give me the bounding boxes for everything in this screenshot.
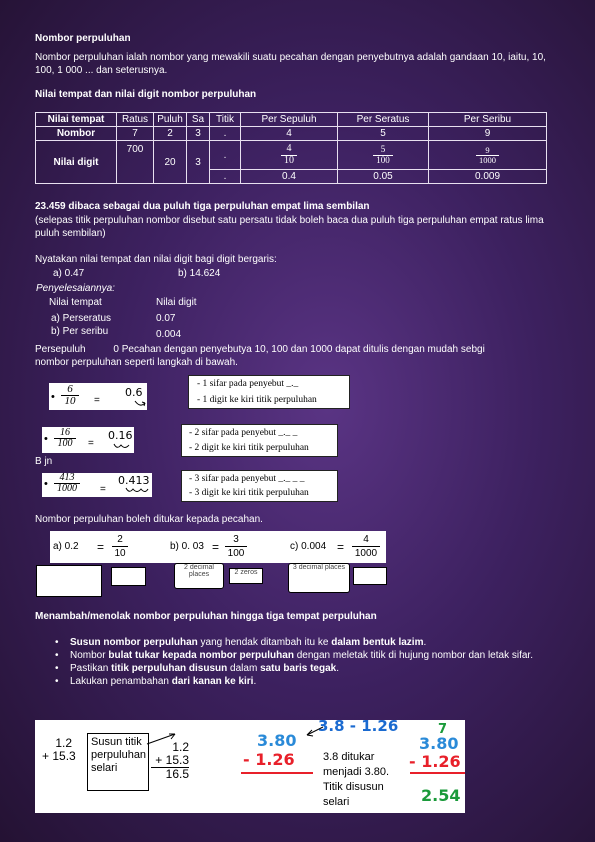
reading-heading: 23.459 dibaca sebagai dua puluh tiga perpuluhan empat lima sembilan [35, 201, 370, 212]
bold-text: dari kanan ke kiri [171, 676, 254, 687]
bullet-icon: • [44, 433, 48, 445]
sub-top: 3.80 [257, 731, 297, 750]
numerator: 4 [352, 533, 380, 547]
table-cell: 20 [154, 141, 187, 184]
sum: 16.5 [165, 767, 189, 781]
denominator: 1000 [57, 483, 77, 494]
numerator: 413 [54, 473, 80, 484]
addend: + 15.3 [42, 749, 76, 763]
equals-sign: = [88, 438, 94, 449]
blank-box [353, 567, 387, 585]
header-cell: Sa [187, 113, 210, 127]
header-cell: Nilai tempat [36, 113, 117, 127]
hint-line: - 2 digit ke kiri titik perpuluhan [189, 443, 309, 453]
item-b-label: b) 0. 03 [170, 541, 204, 552]
table-cell: 9 [429, 127, 547, 141]
decimal-answer: 0.413 [118, 474, 150, 487]
stray-text: B jn [35, 456, 53, 467]
text: Pastikan [70, 663, 112, 674]
sub-bottom: - 1.26 [243, 750, 295, 769]
place-value-table [35, 112, 547, 184]
text: Lakukan penambahan [70, 676, 172, 687]
equals-sign: = [100, 484, 106, 495]
blank-box [111, 567, 146, 586]
fraction-numerator: 5 [373, 145, 393, 155]
row-label: Nilai digit [36, 141, 117, 184]
bullet-icon: • [55, 676, 59, 687]
bullet-icon: • [55, 650, 59, 661]
text: yang hendak ditambah itu ke [197, 637, 332, 648]
fraction-denominator: 1000 [479, 154, 496, 165]
table-header-row [36, 113, 547, 127]
text: . [336, 663, 339, 674]
col-nilai-tempat: Nilai tempat [49, 297, 102, 308]
list-item [35, 649, 555, 662]
hint-line: - 1 digit ke kiri titik perpuluhan [197, 395, 317, 405]
decimal-answer: 0.6 [125, 386, 143, 399]
fraction-denominator: 10 [284, 154, 294, 166]
header-cell: Ratus [117, 113, 154, 127]
fraction-cell [241, 141, 338, 170]
answer-b-label: b) Per seribu [51, 326, 109, 337]
header-cell: Per Seribu [429, 113, 547, 127]
conversion-text-1: Persepuluh 0 Pecahan dengan penyebutya 10, 100 dan 1000 dapat ditulis dengan mudah sebgi [35, 344, 485, 355]
hint-line: - 3 sifar pada penyebut _._ _ _ [189, 474, 305, 484]
denominator: 10 [64, 395, 76, 407]
fraction-1 [61, 384, 79, 407]
row-label: Nombor [36, 127, 117, 141]
place-value-heading: Nilai tempat dan nilai digit nombor perpuluhan [35, 89, 257, 100]
text: Nombor [70, 650, 109, 661]
bold-text: bulat tukar kepada nombor perpuluhan [108, 650, 294, 661]
blank-box [36, 565, 102, 597]
page-title: Nombor perpuluhan [35, 33, 131, 44]
numerator: 2 [112, 533, 128, 547]
hint-line: - 3 digit ke kiri titik perpuluhan [189, 488, 309, 498]
to-fraction-strip [50, 531, 386, 563]
table-cell: . [210, 141, 241, 170]
res-bottom: - 1.26 [409, 752, 461, 771]
arrow-icon [124, 486, 150, 496]
bold-text: dalam bentuk lazim [331, 637, 424, 648]
addend: 1.2 [172, 740, 189, 754]
solution-label: Penyelesaiannya: [36, 283, 115, 294]
decimal-answer: 0.16 [108, 429, 133, 442]
hint-line: - 1 sifar pada penyebut _._ [197, 379, 299, 389]
fraction-3 [54, 473, 80, 494]
item-c-label: c) 0.004 [290, 541, 327, 552]
header-cell: Puluh [154, 113, 187, 127]
list-item [35, 675, 555, 688]
table-cell: 2 [154, 127, 187, 141]
equals-sign: = [97, 540, 105, 554]
bullet-icon: • [51, 391, 55, 403]
middle-addition [151, 741, 189, 781]
example-2-box [42, 427, 134, 453]
header-cell: Per Sepuluh [241, 113, 338, 127]
table-cell: 4 [241, 127, 338, 141]
header-cell: Titik [210, 113, 241, 127]
table-cell: . [210, 170, 241, 184]
subtraction-title: 3.8 - 1.26 [318, 720, 399, 735]
numerator: 3 [225, 533, 247, 547]
text: dengan meletak titik di hujung nombor dan letak sifar. [293, 650, 533, 661]
sub-line [241, 772, 313, 774]
sub-note: 3.8 ditukar menjadi 3.80. Titik disusun selari [323, 751, 390, 808]
list-item [35, 662, 555, 675]
table-cell: 3 [187, 127, 210, 141]
reading-note: (selepas titik perpuluhan nombor disebut satu persatu tidak boleh baca dua puluh tiga perpuluhan empat ratus lima puluh sembilan) [35, 215, 544, 239]
res-top: 3.80 [419, 734, 459, 753]
example-1-box [49, 383, 147, 410]
worked-example-panel [35, 720, 465, 813]
text: dalam [227, 663, 261, 674]
fraction-numerator: 4 [281, 144, 297, 156]
bullet-icon: • [55, 637, 59, 648]
bold-text: titik perpuluhan disusun [111, 663, 228, 674]
equals-sign: = [94, 395, 100, 406]
equals-sign: = [337, 540, 345, 554]
denominator: 10 [114, 548, 126, 559]
hint-box-2 [181, 424, 338, 457]
table-cell: 3 [187, 141, 210, 184]
col-nilai-digit: Nilai digit [156, 297, 197, 308]
arrow-icon [112, 442, 134, 452]
fraction-denominator: 100 [376, 154, 390, 165]
addend: + 15.3 [151, 754, 189, 768]
answer-b-value: 0.004 [156, 329, 182, 340]
fraction-cell [338, 141, 429, 170]
hint-box-3 [181, 470, 338, 502]
item-a-label: a) 0.2 [53, 541, 79, 552]
addend: 1.2 [55, 736, 72, 750]
fraction-b [225, 533, 247, 560]
res-line [410, 772, 465, 774]
bullet-icon: • [44, 478, 48, 490]
bullet-icon: • [55, 663, 59, 674]
hint-line: - 2 sifar pada penyebut _._ _ [189, 428, 298, 438]
exercise-prompt: Nyatakan nilai tempat dan nilai digit bagi digit bergaris: [35, 254, 277, 265]
exercise-b: b) 14.624 [178, 268, 221, 279]
answer-a-value: 0.07 [156, 313, 176, 324]
bold-text: satu baris tegak [260, 663, 337, 674]
table-row-nombor [36, 127, 547, 141]
header-cell: Per Seratus [338, 113, 429, 127]
note-decimal-places-b: 2 decimal places [174, 563, 224, 589]
left-addition [42, 736, 76, 763]
table-cell: 5 [338, 127, 429, 141]
denominator: 100 [57, 438, 73, 449]
table-cell: 0.4 [241, 170, 338, 184]
table-cell: 0.009 [429, 170, 547, 184]
answer-a-label: a) Perseratus [51, 313, 112, 324]
note-decimal-places-c: 3 decimal places [288, 563, 350, 593]
equals-sign: = [212, 540, 220, 554]
bold-text: Susun nombor perpuluhan [70, 637, 198, 648]
denominator: 100 [227, 548, 245, 559]
table-row-nilai-digit [36, 141, 547, 170]
fraction-2 [54, 428, 76, 449]
list-item [35, 636, 555, 649]
fraction-a [112, 533, 128, 560]
arrow-icon [303, 724, 325, 740]
table-cell: 7 [117, 127, 154, 141]
arrow-icon [133, 399, 147, 409]
exercise-a: a) 0.47 [53, 268, 85, 279]
hint-box-1 [188, 375, 350, 409]
numerator: 6 [61, 384, 79, 396]
numerator: 16 [54, 428, 76, 439]
intro-text: Nombor perpuluhan ialah nombor yang mewakili suatu pecahan dengan penyebutnya adalah gandaan 10, iaitu, 10, 100, 1 000 ... dan seterusnya. [35, 52, 546, 76]
note-zeros-b: 2 zeros [229, 568, 263, 584]
text: . [253, 676, 257, 687]
to-fraction-text: Nombor perpuluhan boleh ditukar kepada pecahan. [35, 514, 263, 525]
fraction-numerator: 9 [476, 146, 499, 156]
steps-list [35, 636, 555, 688]
table-cell: 700 [117, 141, 154, 184]
example-3-box [42, 473, 152, 497]
addition-heading: Menambah/menolak nombor perpuluhan hingga tiga tempat perpuluhan [35, 611, 377, 622]
res-answer: 2.54 [421, 786, 461, 805]
text: . [423, 637, 427, 648]
table-cell: 0.05 [338, 170, 429, 184]
fraction-c [352, 533, 380, 560]
instruction-box: Susun titik perpuluhan selari [87, 733, 149, 791]
conversion-text-2: nombor perpuluhan seperti langkah di bawah. [35, 357, 238, 368]
table-cell: . [210, 127, 241, 141]
borrow-digit: 7 [438, 722, 448, 737]
fraction-cell [429, 141, 547, 170]
denominator: 1000 [354, 548, 378, 559]
